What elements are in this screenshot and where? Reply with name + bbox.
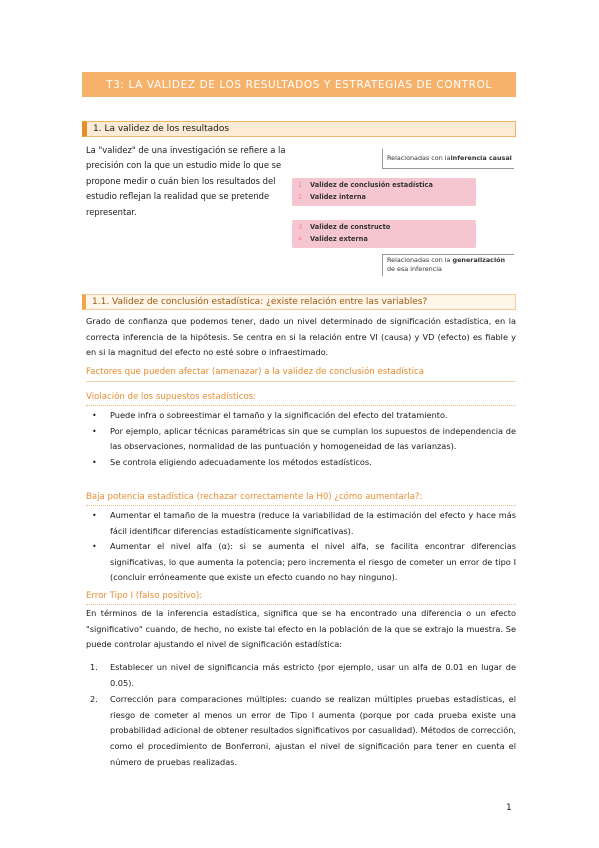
diagram-item: 1 Validez de conclusión estadística [298,181,433,189]
list-item: • Por ejemplo, aplicar técnicas paramétricas sin que se cumplan los supuestos de independencia de las observaciones, normalidad de las puntuación y homogeneidad de las varianzas). [86,424,516,455]
page-title: T3: LA VALIDEZ DE LOS RESULTADOS Y ESTRATEGIAS DE CONTROL [82,72,516,97]
violation-heading: Violación de los supuestos estadísticos: [86,392,257,402]
divider [86,604,516,605]
divider [86,405,516,406]
divider [86,505,516,506]
section-heading-1: 1. La validez de los resultados [82,121,516,137]
factors-heading: Factores que pueden afectar (amenazar) a la validez de conclusión estadística [86,367,424,377]
page-number: 1 [506,803,512,813]
diagram-item: 4 Validez externa [298,235,368,243]
diagram-label-causal: Relacionadas con la inferencia causal [382,149,514,169]
violation-list [86,408,516,470]
list-item: 1. Establecer un nivel de significancia más estricto (por ejemplo, usar un alfa de 0.01 en lugar de 0.05). [90,662,516,688]
list-item: • Aumentar el tamaño de la muestra (reduce la variabilidad de la estimación del efecto y hace más fácil identificar diferencias estadísticamente significativas). [86,508,516,539]
list-item: • Se controla eligiendo adecuadamente los métodos estadísticos. [86,455,516,471]
error-type-i-heading: Error Tipo I (falso positivo): [86,591,203,601]
diagram-item: 2 Validez interna [298,193,367,201]
section-heading-1-1: 1.1. Validez de conclusión estadística: ¿existe relación entre las variables? [82,294,516,310]
diagram-label-generalization: Relacionadas con la generalización de esa inferencia [382,254,514,276]
section-1-1-paragraph: Grado de confianza que podemos tener, dado un nivel determinado de significación estadística, en la correcta inferencia de la hipótesis. Se centra en si la relación entre VI (causa) y VD (efecto) es fiable y en si la magnitud del efecto no esté sobre o infraestimado. [86,316,516,358]
list-item: • Aumentar el nivel alfa (α): si se aumenta el nivel alfa, se facilita encontrar diferencias significativas, lo que aumenta la potencia; pero incrementa el riesgo de cometer un error de tipo I (concluir erróneamente que existe un efecto cuando no hay ninguno). [86,539,516,586]
power-heading: Baja potencia estadística (rechazar correctamente la H0) ¿cómo aumentarla?: [86,492,423,502]
intro-paragraph: La "validez" de una investigación se refiere a la precisión con la que un estudio mide lo que se propone medir o cuán bien los resultados del estudio reflejan la realidad que se pretende representar. [86,145,286,217]
diagram-item: 3 Validez de constructo [298,223,391,231]
error-type-i-paragraph: En términos de la inferencia estadística, significa que se ha encontrado una diferencia o un efecto "significativo" cuando, de hecho, no existe tal efecto en la población de la que se extrajo la muestra. Se puede controlar ajustando el nivel de significación estadística: [86,608,516,650]
validity-diagram [290,144,516,276]
error-type-i-list [86,660,516,771]
list-item: 2. Corrección para comparaciones múltiples: cuando se realizan múltiples pruebas estadísticas, el riesgo de cometer al menos un error de Tipo I aumenta (porque por cada prueba existe una probabilidad adicional de obtener resultados significativos por casualidad). Métodos de corrección, como el procedimiento de Bonferroni, ajustan el nivel de significación para tener en cuenta el número de pruebas realizadas. [90,694,516,767]
diagram-box-generalization [292,220,476,248]
divider [86,381,516,382]
list-item: • Puede infra o sobreestimar el tamaño y la significación del efecto del tratamiento. [86,408,516,424]
power-list [86,508,516,586]
diagram-box-causal [292,178,476,206]
